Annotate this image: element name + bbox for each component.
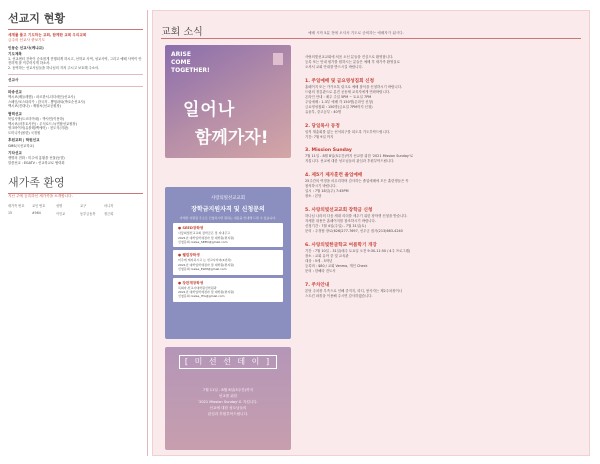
poster-headline: 일어나 — [183, 100, 236, 120]
support-mission-line: 영크바이어(유몰레/백에어) : 천도식(지판) — [8, 126, 69, 131]
sent-mission-line: 스페인/코스타리카 : 한국자 - 뽑힘파타(박호순선교사) — [8, 99, 86, 104]
sent-missions-title: 파송선교 — [8, 89, 22, 94]
scholarship-card: ● 웰림장학생 미주에 계지하시고 는 선교사자녀(4년차) 2021년 대학입학예정자 및 대학원(편지원) 신청문의: kalse_ELIM@gmail.com — [173, 250, 283, 274]
scholarship-title: 장학금지원자격 및 신청문의 — [191, 206, 265, 213]
new-family-title: 새가족 환영 — [8, 174, 143, 194]
scholarship-card: ● 장판계장학생 목회자,선교사대학원신학원과 2021년 대학입학예정자 및 대학원(편지원) 신청문의: kalse_ITG@gmail.com — [173, 278, 283, 302]
news-item: 2. 당일목사 동정 임직 재총회를 없는 선석되구를 되도록 기도부탁드립니다. 기간: 7월 9일 까지 — [305, 124, 391, 139]
sent-mission-line: 멕시코(진대나) : 제원씨(선교공원장) — [8, 104, 61, 109]
news-item: 1. 주일예배 및 금요영성집회 신청 홈페이지 또는 카카오톡 링크로 예배 참석을 신청하시기 바랍니다. 드림의 정김관으로 분전 공동체 교육자에게 연락바랍니다. 온라인 안내 : 매주 주일 5PM ~ 토요일 7PM 주일예배 : 1-3부 예배 각 150명(온라인 신청) 금요영성집회 : 150명(금요일 7PM까지 신청) 유웅부, 중고등부 : 40명 — [305, 79, 403, 114]
other-mission-line: 말씀선교 : EGATV : 선교학교로 협력회 — [8, 160, 65, 165]
support-mission-line: 멕시코(마후토사단) : 우식로드스(연합선교원장) — [8, 121, 77, 126]
left-column — [8, 10, 148, 456]
table-header: 성명 — [56, 203, 63, 208]
missionary-heading: 선교사 — [8, 77, 19, 82]
prayer-intro: 금주의 선교사 중보기도 — [8, 38, 45, 43]
scholarship-poster — [165, 187, 291, 339]
mission-sunday-title: [ 미 선 선 데 이 ] — [179, 355, 277, 369]
poster-headline-2: 함께가자! — [195, 128, 269, 148]
worship-reminder: 예배 시작 5분 전에 오셔서 기도로 준비하는 예배자가 됩시다. — [308, 31, 404, 35]
news-intro: 사랑의빛선교교회에 처음 오신 분들을 진심으로 환영합니다. 등록 또는 안내 원가를 원하시는 분들은 예배 후 새가족 환영실로 오셔서 교회 안내를 받으시길 바랍니다. — [305, 55, 400, 69]
mission-sunday-poster — [165, 347, 291, 450]
mission-status-title: 선교지 현황 — [8, 10, 143, 30]
table-cell: 동부금동북 — [80, 211, 96, 216]
table-cell: #964 — [32, 210, 41, 215]
support-missions-title: 협력선교 — [8, 111, 22, 116]
support-mission-line: 도미니카(몰한) 국정원 — [8, 130, 41, 135]
church-news-panel — [152, 10, 590, 456]
news-item: 6. 사랑의빛한글학교 여름학기 개강 기간 : 7월 10일 - 31일(매주 토요일 오전 9:30-11:50 / 4주 프로그램) 장소 : 교회 유아 중 및 교육관 대상 : 5세 - 5학년 등록비 : $80 / 교회 Venmo, 개인 Check 문의 : 한해라 전도사 — [305, 243, 411, 273]
news-item: 5. 사랑의빛선교교회 장학금 신청 하나님 나라의 다음 세대 리더를 세우기 위한 장학생 신청을 받습니다. 자세한 내용은 홈페이지를 참조하시기 바랍니다. 신청기간 : 7월 4일(주일) - 7월 31일(토) 문의 : 주정팀 장로(626)277-7697, 선우군 집사(213)663-4240 — [305, 208, 408, 233]
table-header: 새가족 번호 — [8, 203, 25, 208]
table-cell: 정근희 — [104, 211, 114, 216]
arise-poster — [165, 45, 291, 158]
table-cell: 15 — [8, 210, 13, 215]
prayer-heading: 기도제목 — [8, 51, 22, 56]
news-list — [305, 55, 581, 307]
news-item: 4. 제5기 제자훈련 졸업예배 25주간의 여정을 마무리하며 감사하는 졸업예배에 모든 훈련생들은 꼭 참석하시기 바랍니다. 일시 : 7월 18일(주) 7:45PM 장소 : 본당 — [305, 173, 409, 198]
news-item: 7. 주차안내 본당 주차장 부족으로 인해 중지지, 라디, 봉사자는 제2주차장이나 스트킨 파킹을 이용해 주시면 감사하겠습니다. — [305, 283, 403, 298]
table-cell: 이인교 — [56, 211, 66, 216]
other-missions-title: 기타선교 — [8, 151, 22, 156]
sent-mission-line: 멕시코(베들레헴) : 파르한서-더더메인(선교사) — [8, 95, 75, 99]
scholarship-sub: 자세한 지원팀 주소로 신청하시면 원하는 내용을 안내해 드릴 수 있습니다. — [179, 216, 277, 220]
scholarship-card: ● SEED장학생 사랑의빛선교교회 장학금은 및 지내주고 2021년 대학입학예정자 및 대학원(편지원) 신청문의: kalse_SEED@gmail.com — [173, 223, 283, 247]
table-header: 교구 — [80, 203, 87, 208]
table-row — [8, 211, 143, 216]
church-logo-icon — [273, 53, 283, 65]
support-mission-line: 북일사방(트르미아네) : 박사민(이용하) — [8, 116, 65, 121]
table-header: 마니저 — [104, 203, 114, 208]
church-news-title: 교회 소식 — [161, 27, 203, 38]
new-family-intro: 지난 주에 등록하신 새가족을 소개합니다. — [8, 193, 73, 198]
mission-intro: 세계를 품고 기도하는 교회, 함께한 교회 우리교회 — [8, 33, 87, 37]
prayer-item-2: 2. 동역하는 선교사님들을 하나님의 지켜 주시고 보호해 주소서. — [8, 66, 100, 70]
news-item: 3. Mission Sunday 7월 11일 - 8월 8일(5주간)까지 선교를 위한 '2021 Mission Sunday'로 지킵니다. 선교에 대한 성도님들의 관심과 후원부탁드립니다. — [305, 148, 414, 163]
poster-tagline: ARISE COME TOGETHER! — [171, 51, 210, 74]
new-family-table — [8, 203, 143, 216]
other-mission-line: 생명의 전화 : 미주에 흥황을 선물(동향) — [8, 156, 65, 161]
prayer-item-1: 1. 선교센터 건축이 순조롭게 진행되게 하시고, 선학교 사역, 성교사역, 그리고 예배 사역이 안전하게 잘 이루어지게 하소서. — [8, 56, 142, 66]
family-line: GMS(국선교학교) — [8, 143, 34, 148]
scholarship-org: 사랑의빛선교교회 — [211, 196, 245, 201]
mission-sunday-text: 7월 11일 - 8월 8일(5주간)까지 선교를 위한 '2021 Mission Sunday'로 지킵니다. 선교에 대한 성도님들의 관심과 후원부탁드립니다. — [198, 388, 258, 416]
table-header: 교인 번호 — [32, 203, 46, 208]
table-header-row — [8, 203, 143, 208]
missionary-name: 인동순 선교사(케냐교) — [8, 46, 44, 51]
family-title: 후원교회 | 학원선교 — [8, 138, 40, 143]
